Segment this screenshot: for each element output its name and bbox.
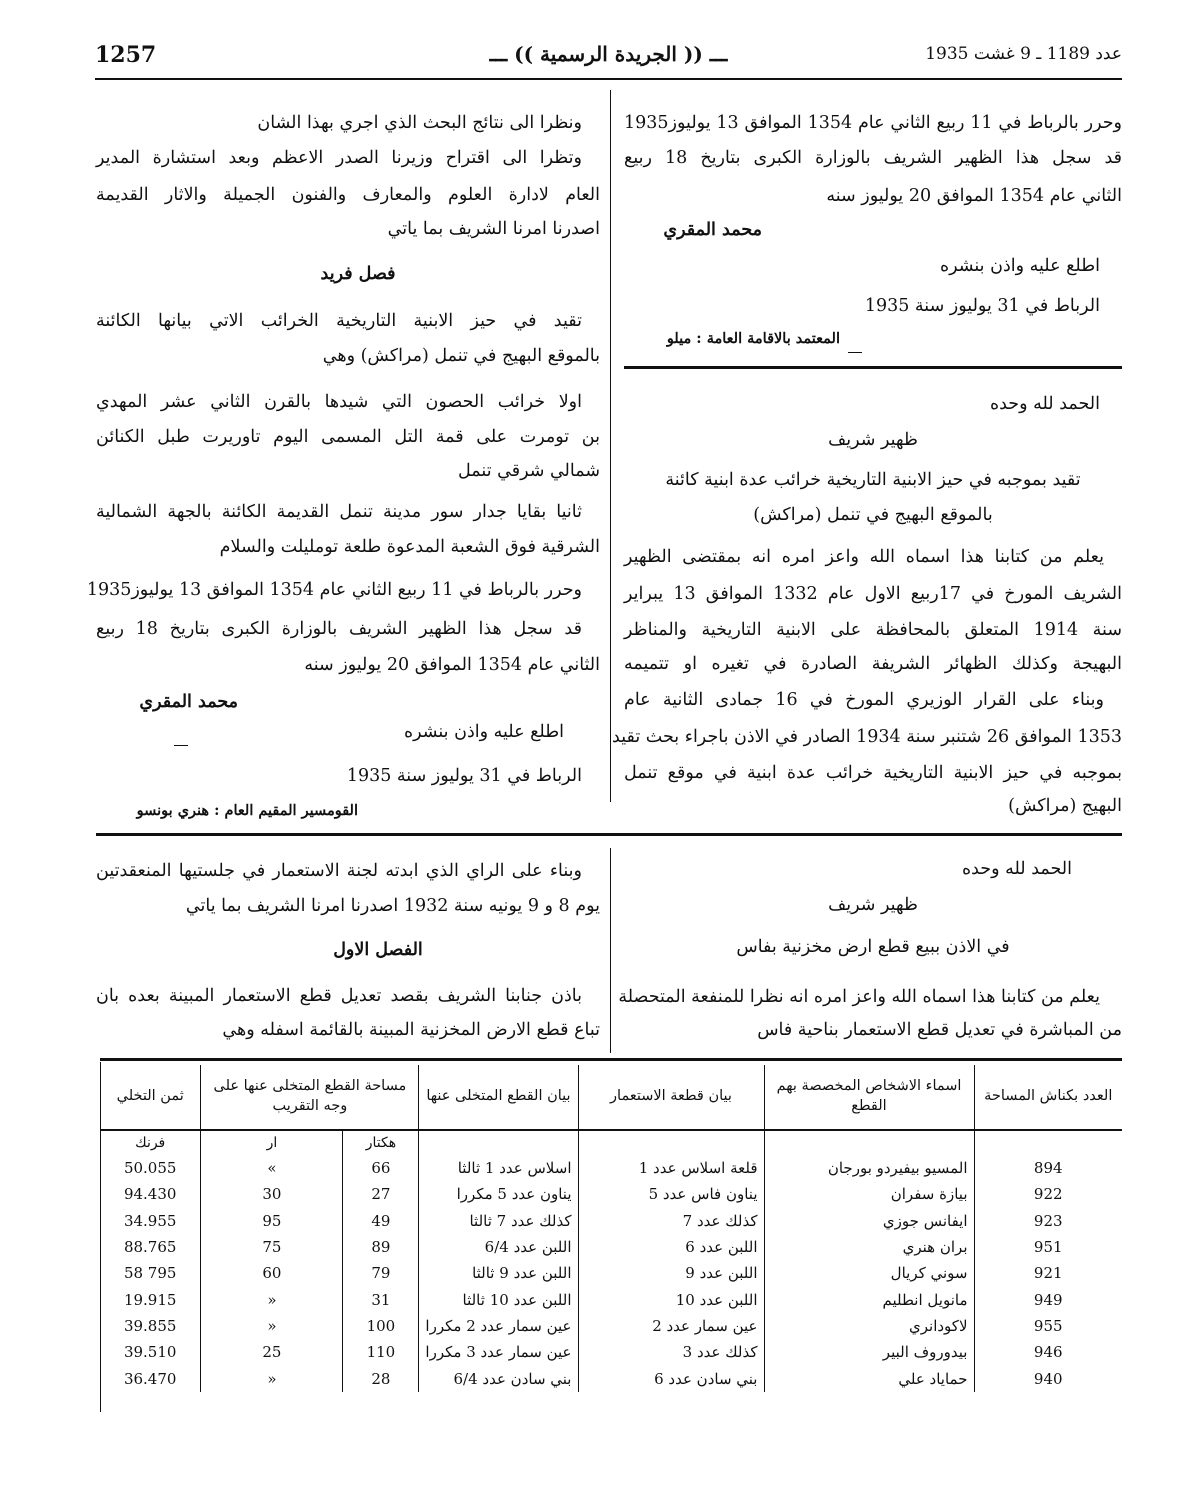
right-registered-line: قد سجل هذا الظهير الشريف بالوزارة الكبرى بتاريخ 18 ربيع [624, 148, 1122, 168]
unit-hectare: هكتار [343, 1130, 419, 1155]
cell-price: 39.510 [123, 1343, 177, 1362]
dahir-p1-line: الشريف المورخ في 17ربيع الاول عام 1332 الموافق 13 يبراير [624, 584, 1122, 604]
table-left-edge [100, 1062, 101, 1412]
cell-ceded: اللبن عدد 10 ثالثا [419, 1286, 578, 1312]
header-price: ثمن التخلي [100, 1065, 201, 1130]
cell-lot: اللبن عدد 10 [578, 1286, 764, 1312]
left-section-title: فصل فريد [320, 264, 396, 284]
table-header-row [100, 1065, 1122, 1130]
left-p4-line: اولا خرائب الحصون التي شيدها بالقرن الثاني عشر المهدي [96, 392, 582, 412]
left-p7-line: الثاني عام 1354 الموافق 20 يوليوز سنه [304, 655, 600, 675]
left-p4-line: شمالي شرقي تنمل [458, 461, 600, 481]
column-divider-upper [610, 90, 611, 802]
left-p4-line: بن تومرت على قمة التل المسمى اليوم تاوريرت طبل الكنائن [96, 427, 600, 447]
table-row [100, 1155, 1122, 1181]
unit-are: ار [201, 1130, 343, 1155]
cell-are: 60 [201, 1260, 343, 1286]
header-names: اسماء الاشخاص المخصصة بهم القطع [764, 1065, 974, 1130]
left-p2-line: اصدرنا امرنا الشريف بما ياتي [387, 219, 600, 239]
cell-ceded: اسلاس عدد 1 ثالثا [419, 1155, 578, 1181]
cell-name: حماياد علي [764, 1365, 974, 1391]
right-official: المعتمد بالاقامة العامة : ميلو [666, 330, 840, 347]
header-lot: بيان قطعة الاستعمار [578, 1065, 764, 1130]
dahir-p1-line: البهيجة وكذلك الظهائر الشريفة الصادرة في تغيره او تتميمه [624, 654, 1122, 674]
left2-p2-line: تباع قطع الارض المخزنية المبينة بالقائمة اسفله وهي [222, 1020, 600, 1040]
cell-name: المسيو بيفيردو بورجان [764, 1155, 974, 1181]
cell-number: 951 [974, 1234, 1122, 1260]
cell-hectare: 31 [343, 1286, 419, 1312]
cell-number: 894 [974, 1155, 1122, 1181]
cell-lot: اللبن عدد 9 [578, 1260, 764, 1286]
cell-price: 34.955 [123, 1211, 177, 1230]
cell-ceded: اللبن عدد 6/4 [419, 1234, 578, 1260]
cell-ceded: اللبن عدد 9 ثالثا [419, 1260, 578, 1286]
table-row [100, 1234, 1122, 1260]
units-row [100, 1130, 1122, 1155]
cell-ceded: عين سمار عدد 2 مكررا [419, 1313, 578, 1339]
cell-price: 94.430 [123, 1185, 177, 1204]
header-rule [95, 78, 1122, 80]
left2-p1-line: يوم 8 و 9 يونيه سنة 1932 اصدرنا امرنا الشريف بما ياتي [185, 896, 600, 916]
dahir-title-1: تقيد بموجبه في حيز الابنية التاريخية خرائب عدة ابنية كائنة [665, 470, 1081, 490]
cell-name: بران هنري [764, 1234, 974, 1260]
page-number: 1257 [95, 42, 157, 68]
cell-are: 95 [201, 1208, 343, 1234]
cell-are: » [201, 1313, 343, 1339]
left-column-lower [96, 845, 600, 1055]
cell-name: بيازة سفران [764, 1181, 974, 1207]
gazette-title: ـــ (( الجريدة الرسمية )) ـــ [489, 42, 728, 66]
cell-are: 75 [201, 1234, 343, 1260]
cell-hectare: 49 [343, 1208, 419, 1234]
cell-number: 955 [974, 1313, 1122, 1339]
cell-lot: عين سمار عدد 2 [578, 1313, 764, 1339]
cell-ceded: عين سمار عدد 3 مكررا [419, 1339, 578, 1365]
small-dash [174, 745, 188, 746]
cell-lot: كذلك عدد 3 [578, 1339, 764, 1365]
cell-lot: بني سادن عدد 6 [578, 1365, 764, 1391]
table-row [100, 1181, 1122, 1207]
left-p5-line: الشرقية فوق الشعبة المدعوة طلعة تومليلت والسلام [219, 537, 600, 557]
cell-name: مانويل انطليم [764, 1286, 974, 1312]
left2-section-title: الفصل الاول [333, 940, 423, 960]
left-p7-line: قد سجل هذا الظهير الشريف بالوزارة الكبرى بتاريخ 18 ربيع [96, 619, 582, 639]
dahir-p2-line: بموجبه في حيز الابنية التاريخية خرائب عدة ابنية في موقع تنمل [624, 763, 1122, 783]
praise-line: الحمد لله وحده [989, 394, 1100, 414]
column-divider-lower [610, 848, 611, 1053]
cell-hectare: 79 [343, 1260, 419, 1286]
cell-are: 25 [201, 1339, 343, 1365]
page-header [95, 38, 1122, 72]
cell-lot: قلعة اسلاس عدد 1 [578, 1155, 764, 1181]
header-ceded: بيان القطع المتخلى عنها [419, 1065, 578, 1130]
dahir2-p1-line: من المباشرة في تعديل قطع الاستعمار بناحية فاس [757, 1020, 1122, 1040]
cell-price: 50.055 [123, 1159, 177, 1178]
cell-ceded: بني سادن عدد 6/4 [419, 1365, 578, 1391]
left2-p1-line: وبناء على الراي الذي ابدته لجنة الاستعمار في جلستيها المنعقدتين [96, 861, 582, 881]
table-row [100, 1286, 1122, 1312]
left2-p2-line: باذن جنابنا الشريف بقصد تعديل قطع الاستعمار المبينة بعده بان [96, 986, 582, 1006]
cell-are: » [201, 1365, 343, 1391]
cell-hectare: 66 [343, 1155, 419, 1181]
dahir2-p1-line: يعلم من كتابنا هذا اسماه الله واعز امره انه نظرا للمنفعة المتحصلة [618, 987, 1100, 1007]
cell-number: 921 [974, 1260, 1122, 1286]
dahir2-heading: ظهير شريف [828, 895, 918, 915]
dahir2-title: في الاذن ببيع قطع ارض مخزنية بفاس [736, 937, 1010, 957]
cell-name: لاكودانري [764, 1313, 974, 1339]
cell-hectare: 28 [343, 1365, 419, 1391]
left-considering: ونظرا الى نتائج البحث الذي اجري بهذا الشان [257, 113, 582, 133]
header-number: العدد بكناش المساحة [974, 1065, 1122, 1130]
cell-are: » [201, 1286, 343, 1312]
issue-number: عدد 1189 ـ 9 غشت 1935 [925, 44, 1122, 64]
unit-franc: فرنك [135, 1135, 166, 1151]
right-registered-line-2: الثاني عام 1354 الموافق 20 يوليوز سنه [826, 186, 1122, 206]
cell-name: سوني كريال [764, 1260, 974, 1286]
dahir-p1-line: يعلم من كتابنا هذا اسماه الله واعز امره انه بمقتضى الظهير [624, 547, 1104, 567]
dahir-p2-line: 1353 الموافق 26 شتنبر سنة 1934 الصادر في الاذن باجراء بحث تقيد [612, 727, 1122, 747]
cell-price: 39.855 [123, 1316, 177, 1335]
right-signer: محمد المقري [663, 220, 762, 240]
cell-hectare: 100 [343, 1313, 419, 1339]
dahir-heading: ظهير شريف [828, 430, 918, 450]
header-area: مساحة القطع المتخلى عنها على وجه التقريب [201, 1065, 419, 1130]
left-dated-line: وحرر بالرباط في 11 ربيع الثاني عام 1354 الموافق 13 يوليوز1935 [86, 580, 582, 600]
cell-price: 19.915 [123, 1290, 177, 1309]
dahir-p1-line: سنة 1914 المتعلق بالمحافظة على الابنية التاريخية والمناظر [624, 620, 1122, 640]
left-p3-line: بالموقع البهيج في تنمل (مراكش) وهي [322, 346, 600, 366]
right-section-rule [624, 366, 1122, 369]
cell-hectare: 27 [343, 1181, 419, 1207]
table-row [100, 1339, 1122, 1365]
right-column-top [612, 100, 1122, 820]
left-signer: محمد المقري [139, 692, 238, 712]
right-column-lower [618, 845, 1122, 1055]
cell-ceded: يناون عدد 5 مكررا [419, 1181, 578, 1207]
cell-are: 30 [201, 1181, 343, 1207]
right-seen: اطلع عليه واذن بنشره [939, 256, 1100, 276]
left-date: الرباط في 31 يوليوز سنة 1935 [346, 766, 582, 786]
cell-hectare: 110 [343, 1339, 419, 1365]
left-column-top [86, 100, 600, 820]
cell-price: 88.765 [123, 1238, 177, 1257]
right-date: الرباط في 31 يوليوز سنة 1935 [864, 296, 1100, 316]
right-dated-line: وحرر بالرباط في 11 ربيع الثاني عام 1354 الموافق 13 يوليوز1935 [624, 113, 1122, 133]
table-top-rule [100, 1058, 1122, 1061]
cell-hectare: 89 [343, 1234, 419, 1260]
table-row [100, 1313, 1122, 1339]
land-lots-table [100, 1065, 1122, 1392]
dahir-p2-line: البهيج (مراكش) [1008, 796, 1122, 816]
mid-page-rule [96, 833, 1122, 836]
left-official: القومسير المقيم العام : هنري بونسو [136, 802, 358, 819]
cell-price: 58 795 [123, 1264, 177, 1283]
left-p2-line: العام لادارة العلوم والمعارف والفنون الجميلة والاثار القديمة [96, 185, 600, 205]
dahir-title-2: بالموقع البهيج في تنمل (مراكش) [753, 505, 993, 525]
praise-line-2: الحمد لله وحده [961, 859, 1072, 879]
cell-lot: يناون فاس عدد 5 [578, 1181, 764, 1207]
cell-name: ايفانس جوزي [764, 1208, 974, 1234]
table-row [100, 1365, 1122, 1391]
cell-are: « [201, 1155, 343, 1181]
table-row [100, 1208, 1122, 1234]
cell-lot: كذلك عدد 7 [578, 1208, 764, 1234]
cell-number: 946 [974, 1339, 1122, 1365]
left-p3-line: تقيد في حيز الابنية التاريخية الخرائب الاتي بيانها الكائنة [96, 311, 582, 331]
cell-number: 922 [974, 1181, 1122, 1207]
dahir-p2-line: وبناء على القرار الوزيري المورخ في 16 جمادى الثانية عام [624, 690, 1104, 710]
left-seen: اطلع عليه واذن بنشره [403, 722, 564, 742]
cell-price: 36.470 [123, 1369, 177, 1388]
cell-lot: اللبن عدد 6 [578, 1234, 764, 1260]
table-row [100, 1260, 1122, 1286]
cell-name: بيدوروف البير [764, 1339, 974, 1365]
cell-number: 940 [974, 1365, 1122, 1391]
cell-number: 949 [974, 1286, 1122, 1312]
small-dash [848, 352, 862, 353]
left-p5-line: ثانيا بقايا جدار سور مدينة تنمل القديمة الكائنة بالجهة الشمالية [96, 502, 582, 522]
cell-number: 923 [974, 1208, 1122, 1234]
cell-ceded: كذلك عدد 7 ثالثا [419, 1208, 578, 1234]
left-p2-line: وتظرا الى اقتراح وزيرنا الصدر الاعظم وبعد استشارة المدير [96, 148, 582, 168]
